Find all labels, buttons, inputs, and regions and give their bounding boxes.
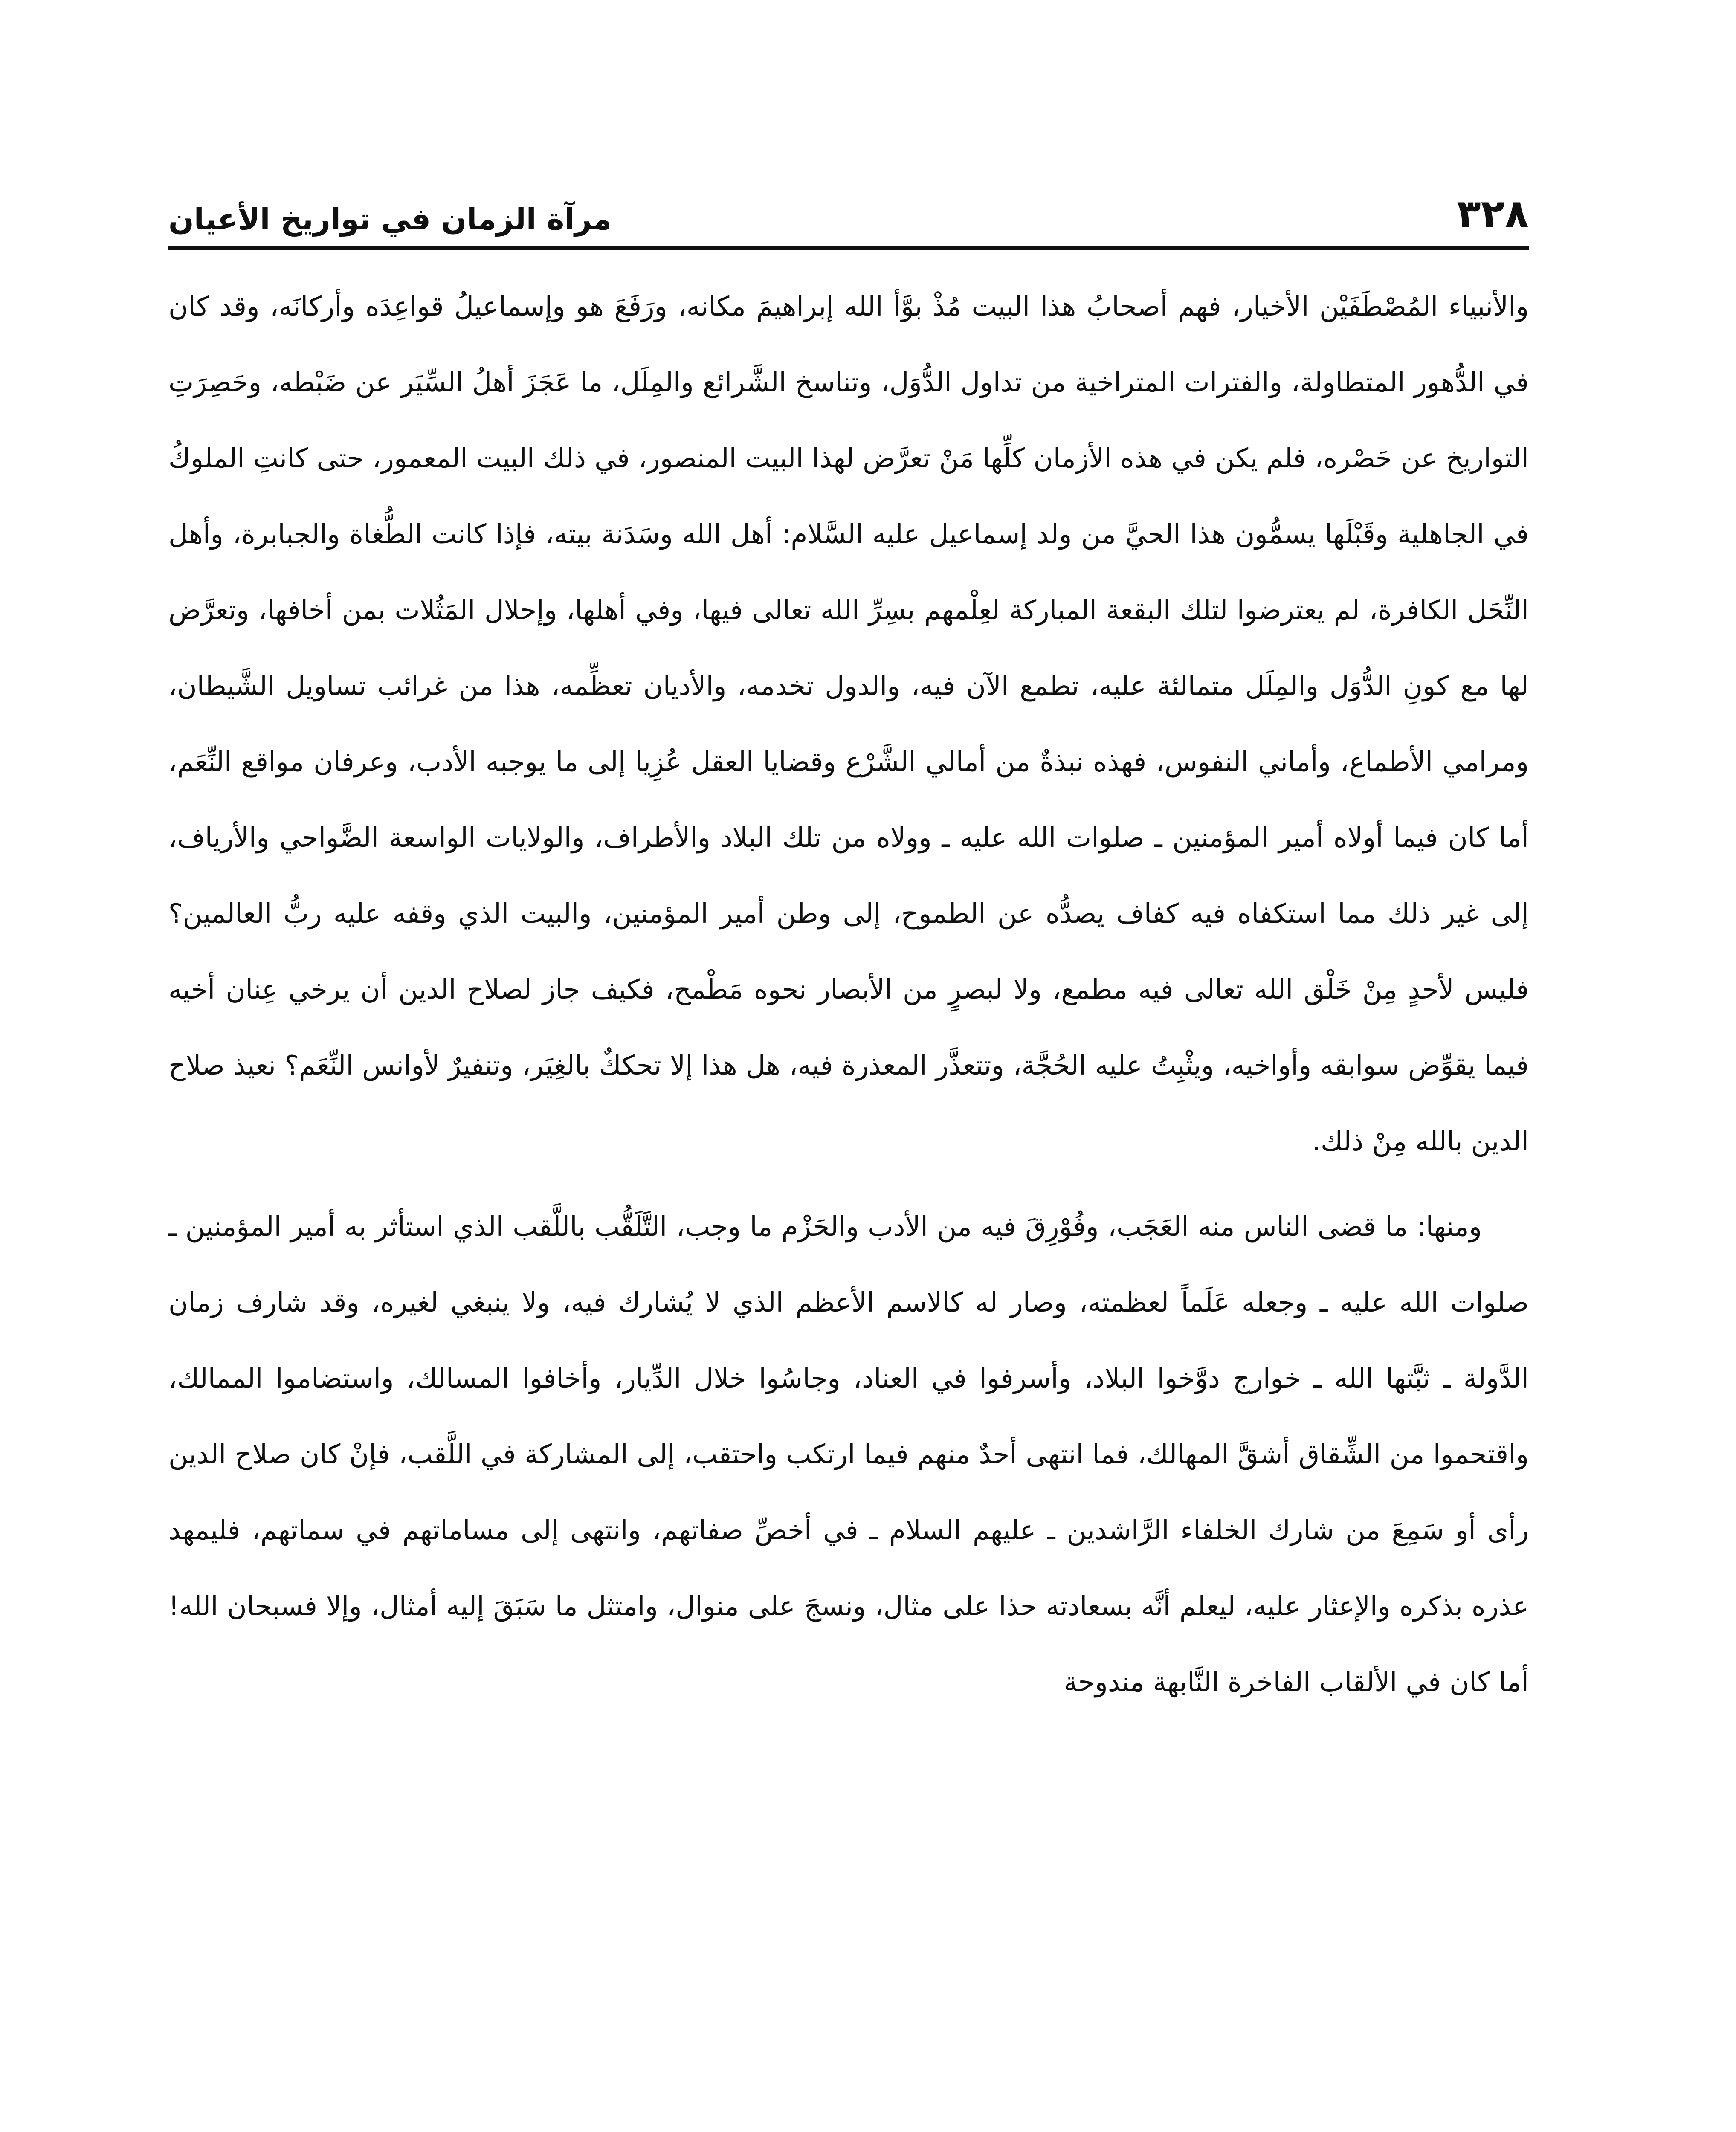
- header-divider: [168, 246, 1529, 250]
- body-text: [168, 269, 1529, 2132]
- page-header: [168, 168, 1529, 237]
- page-number: ٣٢٨: [1457, 191, 1529, 237]
- running-title: مرآة الزمان في تواريخ الأعيان: [168, 202, 612, 237]
- paragraph-1: والأنبياء المُصْطَفَيْن الأخيار، فهم أصحابُ هذا البيت مُذْ بوَّأ الله إبراهيمَ مكانه، ورَفَعَ هو وإسماعيلُ قواعِدَه وأركانَه، وقد كان في الدُّهور المتطاولة، والفترات المتراخية من تداول الدُّوَل، وتناسخ الشَّرائع والمِلَل، ما عَجَزَ أهلُ السِّيَر عن ضَبْطه، وحَصِرَتِ التواريخ عن حَصْره، فلم يكن في هذه الأزمان كلِّها مَنْ تعرَّض لهذا البيت المنصور، في ذلك البيت المعمور، حتى كانتِ الملوكُ في الجاهلية وقَبْلَها يسمُّون هذا الحيَّ من ولد إسماعيل عليه السَّلام: أهل الله وسَدَنة بيته، فإذا كانت الطُّغاة والجبابرة، وأهل النِّحَل الكافرة، لم يعترضوا لتلك البقعة المباركة لعِلْمهم بسِرِّ الله تعالى فيها، وفي أهلها، وإحلال المَثُلات بمن أخافها، وتعرَّض لها مع كونِ الدُّوَل والمِلَل متمالئة عليه، تطمع الآن فيه، والدول تخدمه، والأديان تعظِّمه، هذا من غرائب تساويل الشَّيطان، ومرامي الأطماع، وأماني النفوس، فهذه نبذةٌ من أمالي الشَّرْع وقضايا العقل عُزِيا إلى ما يوجبه الأدب، وعرفان مواقع النِّعَم، أما كان فيما أولاه أمير المؤمنين ـ صلوات الله عليه ـ وولاه من تلك البلاد والأطراف، والولايات الواسعة الضَّواحي والأرياف، إلى غير ذلك مما استكفاه فيه كفاف يصدُّه عن الطموح، إلى وطن أمير المؤمنين، والبيت الذي وقفه عليه ربُّ العالمين؟ فليس لأحدٍ مِنْ خَلْق الله تعالى فيه مطمع، ولا لبصرٍ من الأبصار نحوه مَطْمح، فكيف جاز لصلاح الدين أن يرخي عِنان أخيه فيما يقوِّض سوابقه وأواخيه، ويثْبِتُ عليه الحُجَّة، وتتعذَّر المعذرة فيه، هل هذا إلا تحككٌ بالغِيَر، وتنفيرٌ لأوانس النِّعَم؟ نعيذ صلاح الدين بالله مِنْ ذلك.: [168, 291, 1529, 1157]
- paragraph-2: ومنها: ما قضى الناس منه العَجَب، وفُوْرِقَ فيه من الأدب والحَزْم ما وجب، التَّلَقُّب باللَّقب الذي استأثر به أمير المؤمنين ـ صلوات الله عليه ـ وجعله عَلَماً لعظمته، وصار له كالاسم الأعظم الذي لا يُشارك فيه، ولا ينبغي لغيره، وقد شارف زمان الدَّولة ـ ثبَّتها الله ـ خوارج دوَّخوا البلاد، وأسرفوا في العناد، وجاسُوا خلال الدِّيار، وأخافوا المسالك، واستضاموا الممالك، واقتحموا من الشِّقاق أشقَّ المهالك، فما انتهى أحدٌ منهم فيما ارتكب واحتقب، إلى المشاركة في اللَّقب، فإنْ كان صلاح الدين رأى أو سَمِعَ من شارك الخلفاء الرَّاشدين ـ عليهم السلام ـ في أخصِّ صفاتهم، وانتهى إلى مساماتهم في سماتهم، فليمهد عذره بذكره والإعثار عليه، ليعلم أنَّه بسعادته حذا على مثال، ونسجَ على منوال، وامتثل ما سَبَقَ إليه أمثال، وإلا فسبحان الله! أما كان في الألقاب الفاخرة النَّابهة مندوحة: [168, 1211, 1529, 1697]
